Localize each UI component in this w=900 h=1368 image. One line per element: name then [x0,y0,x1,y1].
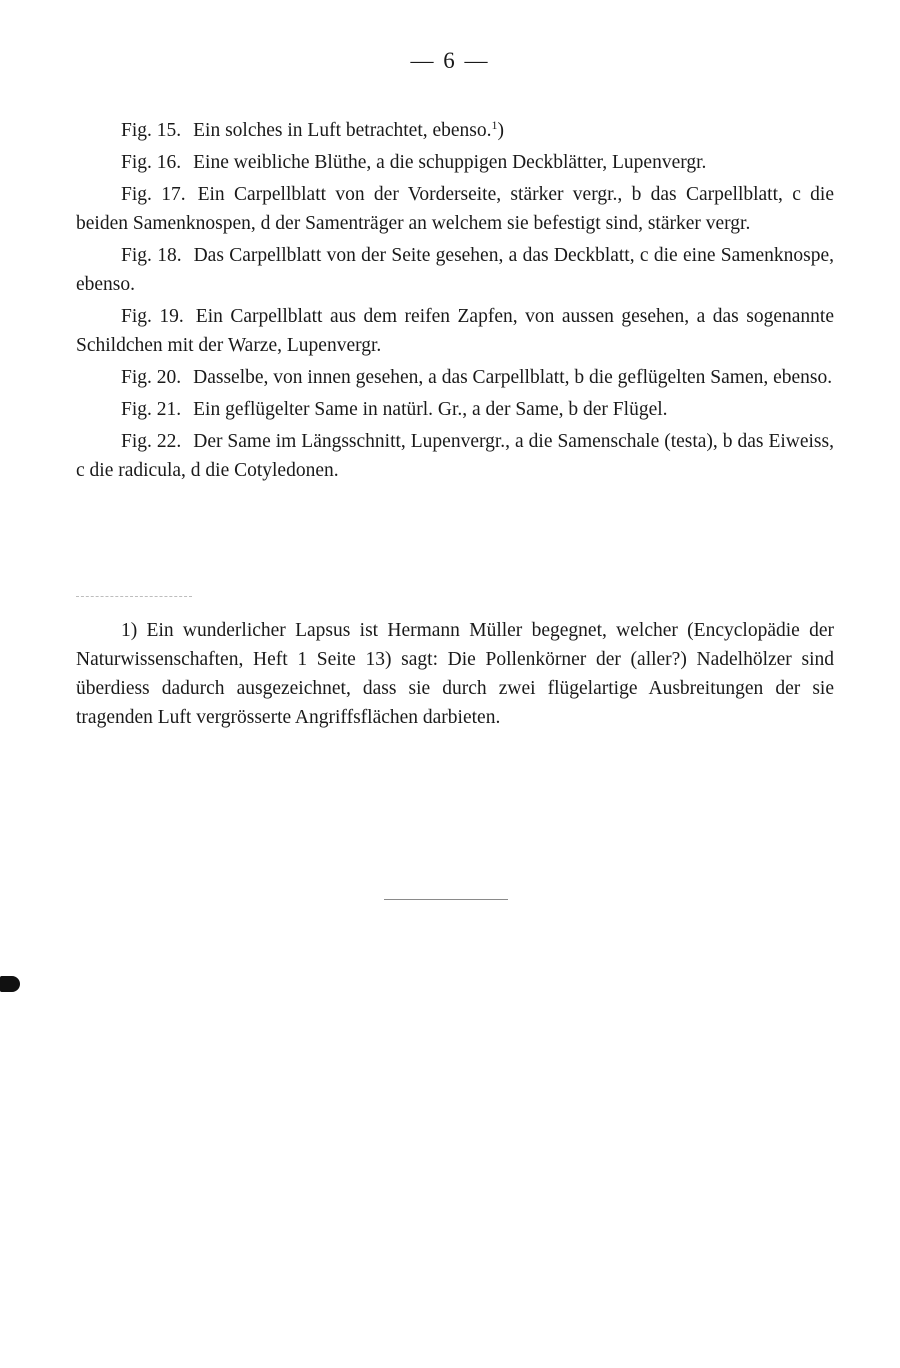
caption-text: Der Same im Längsschnitt, Lupenvergr., a die Samenschale (testa), b das Eiweiss, c die radicula, d die Cotyledonen. [76,431,834,481]
figure-number: Fig. 18. [121,245,182,266]
caption-fig-18 [76,241,834,299]
figure-number: Fig. 20. [121,367,182,388]
footnote-marker-paren: ) [497,120,505,141]
caption-fig-16 [76,148,834,177]
caption-text: Ein geflügelter Same in natürl. Gr., a der Same, b der Flügel. [193,399,668,420]
caption-fig-21 [76,395,834,424]
caption-text: Das Carpellblatt von der Seite gesehen, a das Deckblatt, c die eine Samenknospe, ebenso. [76,245,834,295]
caption-text: Ein Carpellblatt aus dem reifen Zapfen, von aussen gesehen, a das sogenannte Schildchen mit der Warze, Lupenvergr. [76,306,834,356]
figure-captions [76,116,834,485]
figure-number: Fig. 15. [121,120,182,141]
caption-fig-19 [76,302,834,360]
caption-text: Eine weibliche Blüthe, a die schuppigen Deckblätter, Lupenvergr. [193,152,707,173]
caption-fig-22 [76,427,834,485]
page-number: — 6 — [410,48,490,73]
caption-text: Ein Carpellblatt von der Vorderseite, stärker vergr., b das Carpellblatt, c die beiden Samenknospen, d der Samenträger an welchem sie befestigt sind, stärker vergr. [76,184,835,234]
closing-rule [384,899,508,900]
figure-number: Fig. 19. [121,306,184,327]
caption-text: Dasselbe, von innen gesehen, a das Carpellblatt, b die geflügelten Samen, ebenso. [193,367,833,388]
figure-number: Fig. 16. [121,152,182,173]
caption-fig-15 [76,116,834,145]
caption-text: Ein solches in Luft betrachtet, ebenso. [193,120,492,141]
scan-smudge [0,976,20,992]
figure-number: Fig. 21. [121,399,182,420]
caption-fig-20 [76,363,834,392]
footnote-separator [76,596,192,597]
caption-fig-17 [76,180,834,238]
footnote-marker: 1 [491,118,498,132]
figure-number: Fig. 22. [121,431,182,452]
footnote: 1) Ein wunderlicher Lapsus ist Hermann Müller begegnet, welcher (Encyclopädie der Naturwissenschaften, Heft 1 Seite 13) sagt: Die Pollenkörner der (aller?) Nadelhölzer sind überdiess dadurch ausgezeichnet, dass sie durch zwei flügelartige Ausbreitungen der sie tragenden Luft vergrösserte Angriffsflächen darbieten. [76,620,834,728]
figure-number: Fig. 17. [121,184,186,205]
